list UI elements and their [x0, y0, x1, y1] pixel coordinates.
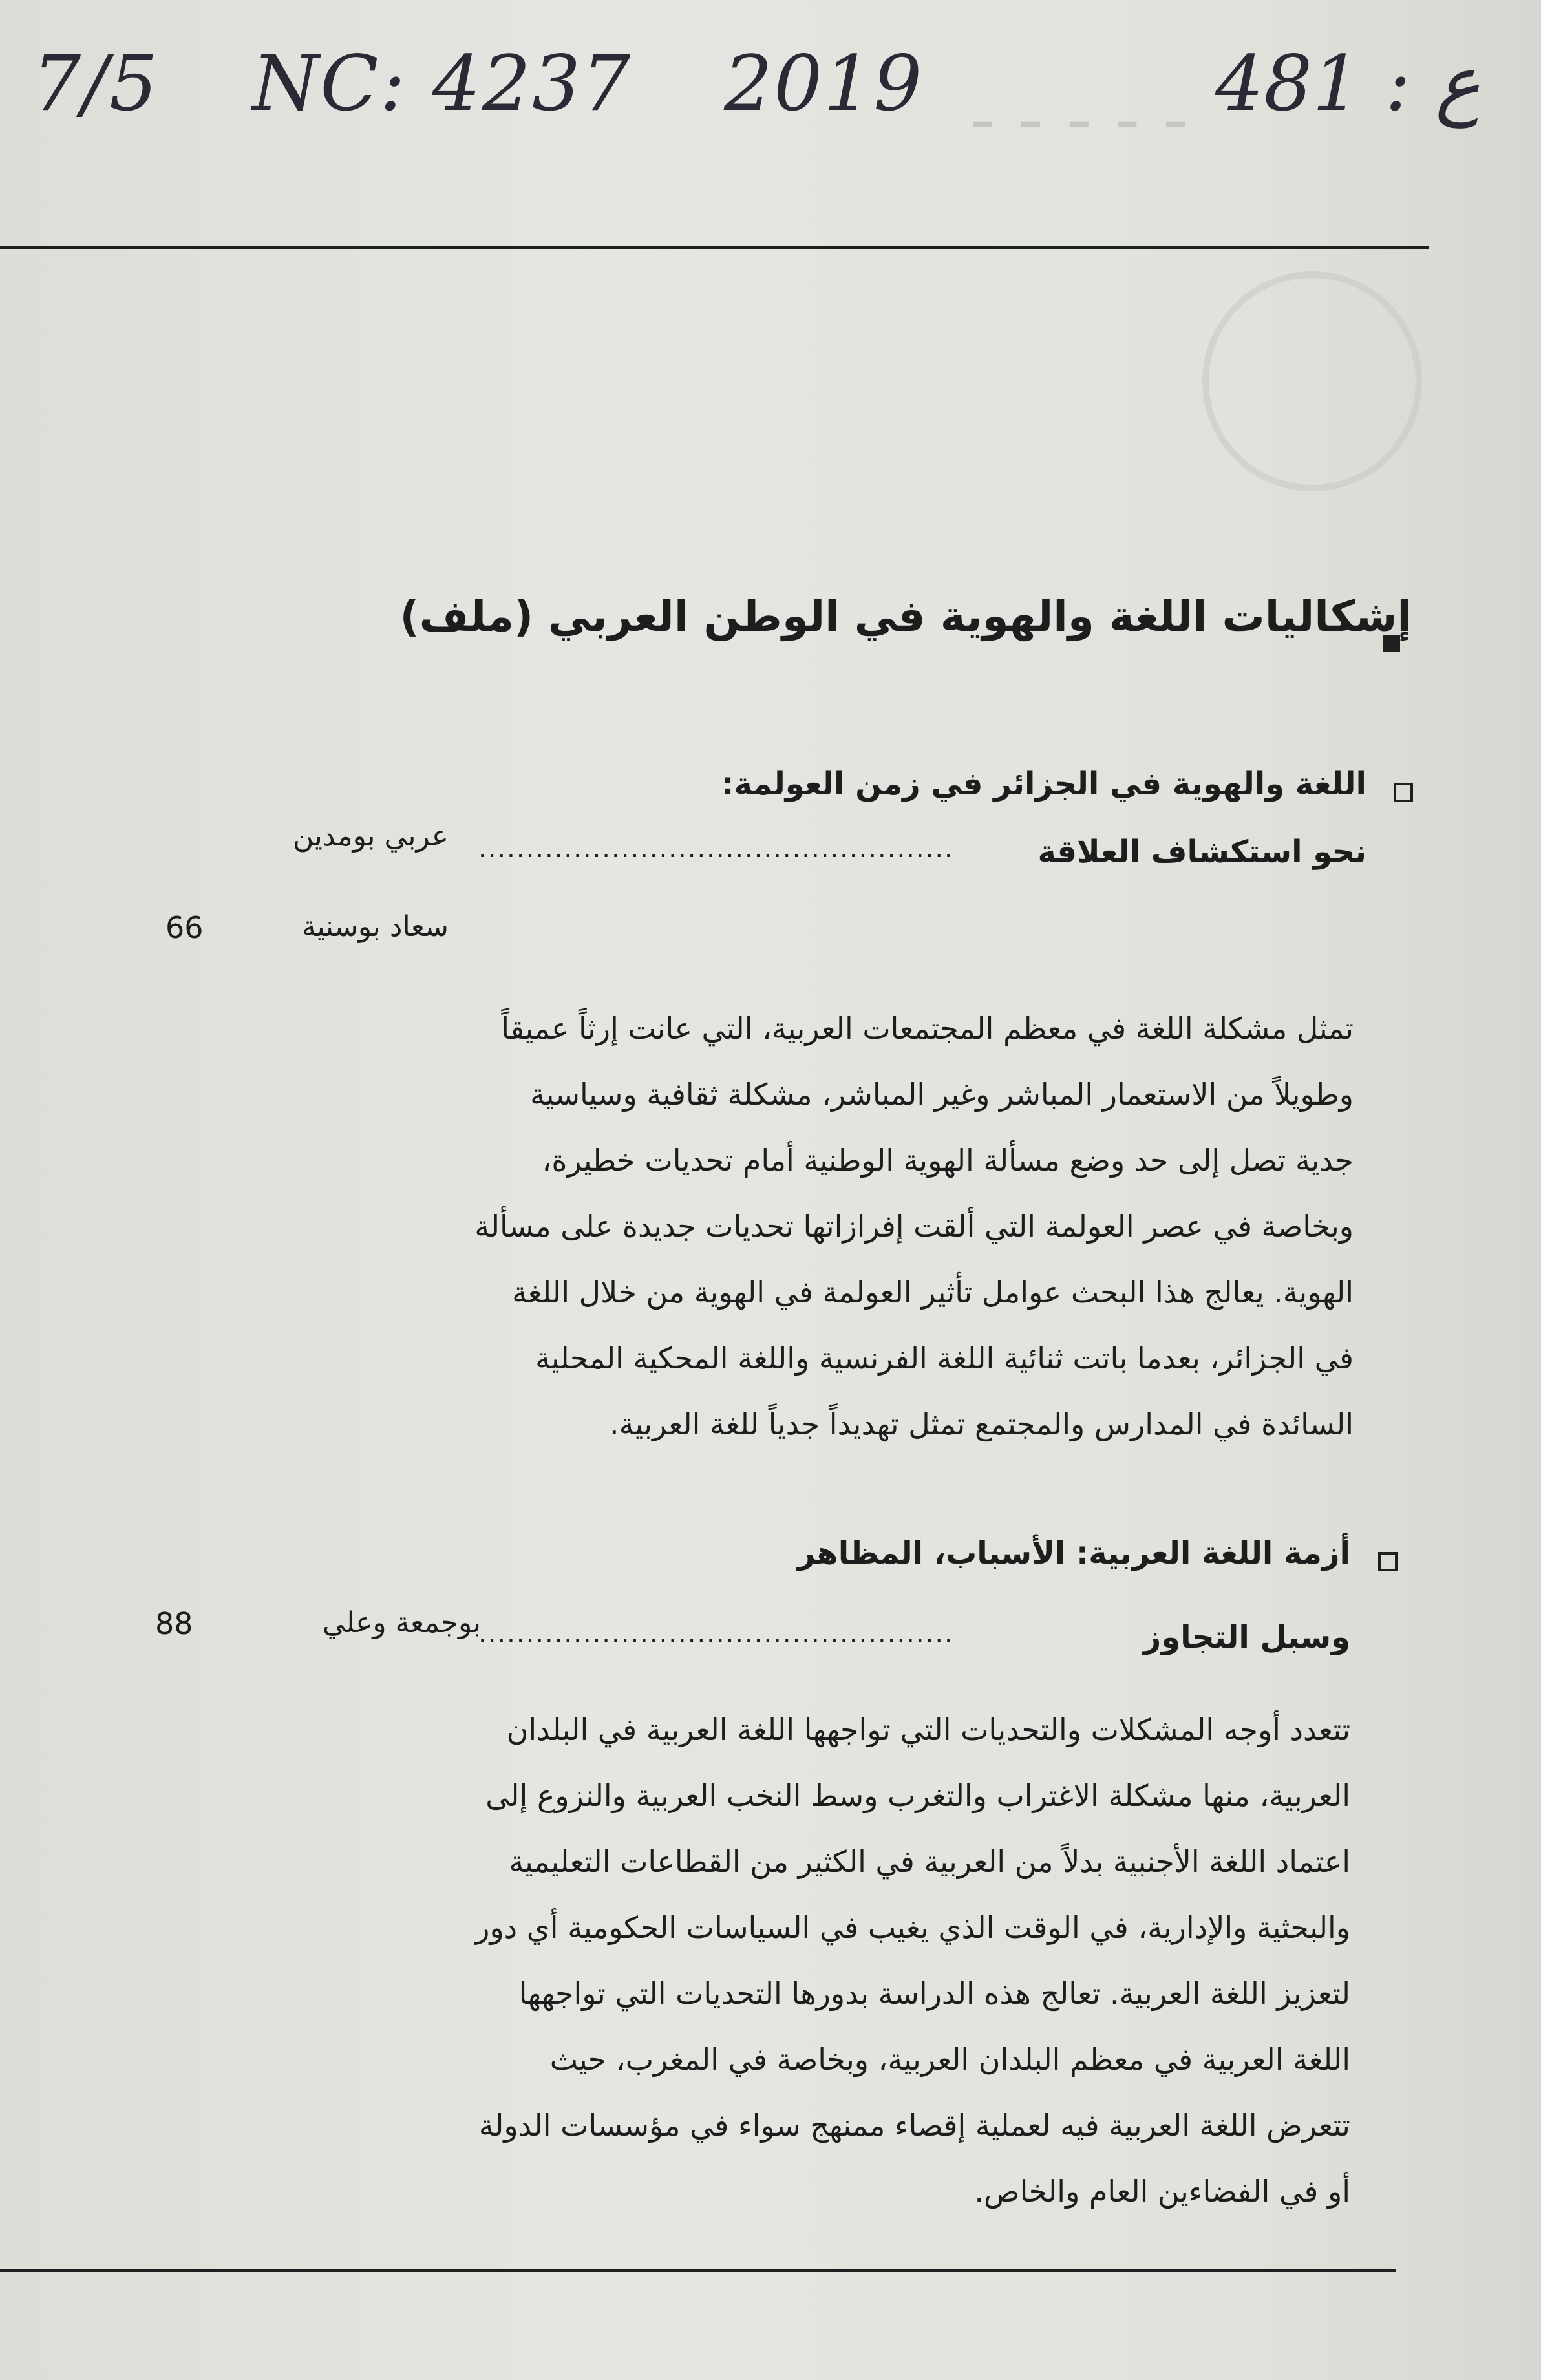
top-rule: [0, 246, 1429, 249]
article-1-author: عربي بومدين: [293, 820, 449, 853]
abstract-line: وبخاصة في عصر العولمة التي ألقت إفرازاتها تحديات جديدة على مسألة: [474, 1209, 1354, 1244]
article-1-title-line2: نحو استكشاف العلاقة: [1037, 834, 1366, 870]
article-1-title-line1: اللغة والهوية في الجزائر في زمن العولمة:: [721, 766, 1366, 802]
article-2-author: بوجمعة وعلي: [322, 1606, 481, 1639]
article-2-leader-dots: ..................................................: [478, 1619, 954, 1649]
abstract-line: لتعزيز اللغة العربية. تعالج هذه الدراسة بدورها التحديات التي تواجهها: [518, 1976, 1350, 2011]
article-1-page-number: 66: [165, 910, 204, 945]
article-2-bullet-icon: [1378, 1552, 1398, 1571]
bleed-through-stamp: [1202, 271, 1422, 491]
article-2-page-number: 88: [155, 1606, 193, 1641]
handwritten-year: 2019: [724, 39, 924, 128]
article-2-abstract: [200, 1697, 1350, 2224]
abstract-line: اعتماد اللغة الأجنبية بدلاً من العربية في الكثير من القطاعات التعليمية: [509, 1844, 1350, 1879]
abstract-line: في الجزائر، بعدما باتت ثنائية اللغة الفرنسية واللغة المحكية المحلية: [535, 1341, 1354, 1376]
abstract-line: تتعرض اللغة العربية فيه لعملية إقصاء ممنهج سواء في مؤسسات الدولة: [478, 2108, 1350, 2143]
abstract-line: تمثل مشكلة اللغة في معظم المجتمعات العربية، التي عانت إرثاً عميقاً: [501, 1011, 1354, 1046]
abstract-line: وطويلاً من الاستعمار المباشر وغير المباشر، مشكلة ثقافية وسياسية: [529, 1077, 1354, 1112]
abstract-line: الهوية. يعالج هذا البحث عوامل تأثير العولمة في الهوية من خلال اللغة: [512, 1275, 1354, 1310]
article-2-title-line1: أزمة اللغة العربية: الأسباب، المظاهر: [797, 1535, 1350, 1571]
abstract-line: أو في الفضاءين العام والخاص.: [974, 2174, 1350, 2209]
section-title: إشكاليات اللغة والهوية في الوطن العربي (ملف): [399, 591, 1412, 641]
bleed-through-text: - - - - -: [970, 78, 1189, 160]
handwritten-catalog-code: NC: 4237: [252, 39, 632, 128]
handwritten-left-mark: 7/5: [32, 39, 159, 128]
article-1-coauthor: سعاد بوسنية: [301, 910, 449, 943]
abstract-line: تتعدد أوجه المشكلات والتحديات التي تواجهها اللغة العربية في البلدان: [506, 1712, 1350, 1747]
article-2-title-line2: وسبل التجاوز: [1143, 1619, 1350, 1655]
handwritten-issue-label: ع : 481: [1215, 39, 1481, 128]
article-1-leader-dots: ..................................................: [478, 834, 954, 864]
abstract-line: والبحثية والإدارية، في الوقت الذي يغيب في السياسات الحكومية أي دور: [475, 1910, 1350, 1945]
abstract-line: العربية، منها مشكلة الاغتراب والتغرب وسط النخب العربية والنزوع إلى: [485, 1778, 1350, 1813]
article-1-bullet-icon: [1394, 783, 1413, 802]
abstract-line: السائدة في المدارس والمجتمع تمثل تهديداً جدياً للغة العربية.: [610, 1407, 1354, 1441]
article-1-abstract: [197, 995, 1354, 1457]
abstract-line: جدية تصل إلى حد وضع مسألة الهوية الوطنية أمام تحديات خطيرة،: [542, 1143, 1354, 1178]
bottom-rule: [0, 2269, 1396, 2272]
abstract-line: اللغة العربية في معظم البلدان العربية، وبخاصة في المغرب، حيث: [549, 2042, 1350, 2077]
